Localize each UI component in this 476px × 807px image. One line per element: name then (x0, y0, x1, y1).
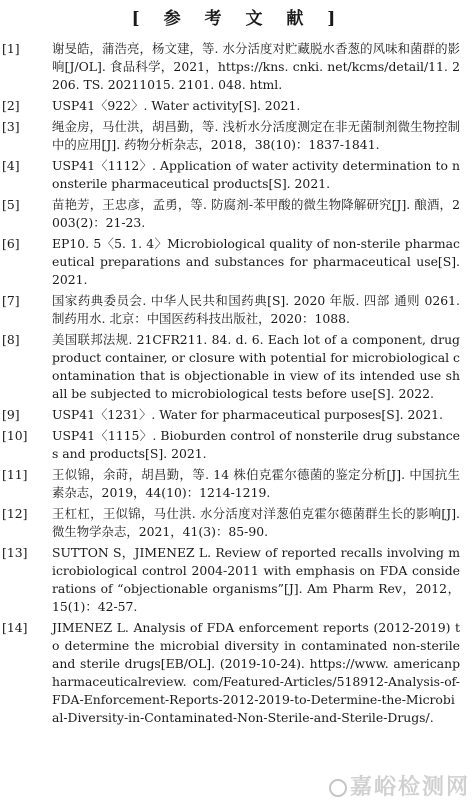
reference-text: USP41〈922〉. Water activity[S]. 2021. (52, 98, 301, 113)
reference-item (0, 619, 476, 727)
reference-text: JIMENEZ L. Analysis of FDA enforcement reports (2012-2019) to determine the microbial diversity in contaminated non-sterile and sterile drugs[EB/OL]. (2019-10-24). https://www. americanpharmaceuticalreview. com/Featured-Articles/518912-Analysis-of-FDA-Enforcement-Reports-2012-2019-to-Determine-the-Microbial-Diversity-in-Contaminated-Non-Sterile-and-Sterile-Drugs/. (52, 620, 460, 725)
reference-text: 美国联邦法规. 21CFR211. 84. d. 6. Each lot of a component, drug product container, or closure with potential for microbiological contamination that is objectionable in view of its intended use shall be subjected to microbiological tests before use[S]. 2022. (52, 332, 460, 401)
reference-number: [9] (2, 407, 20, 422)
reference-item (0, 466, 476, 502)
reference-item (0, 427, 476, 463)
reference-list (0, 40, 476, 730)
reference-text: SUTTON S，JIMENEZ L. Review of reported recalls involving microbiological control 2004-2011 with emphasis on FDA considerations of “objectionable organisms”[J]. Am Pharm Rev，2012，15(1)：42-57. (52, 545, 460, 614)
watermark-text: 嘉峪检测网 (349, 775, 470, 800)
reference-text: USP41〈1231〉. Water for pharmaceutical purposes[S]. 2021. (52, 407, 443, 422)
reference-item (0, 235, 476, 289)
reference-item (0, 406, 476, 424)
reference-text: 王似锦，余莳，胡昌勤，等. 14 株伯克霍尔德菌的鉴定分析[J]. 中国抗生素杂志，2019，44(10)：1214-1219. (52, 467, 460, 500)
reference-text: USP41〈1112〉. Application of water activity determination to nonsterile pharmaceutical products[S]. 2021. (52, 158, 460, 191)
reference-number: [1] (2, 41, 20, 56)
reference-item (0, 196, 476, 232)
wechat-icon (329, 779, 347, 797)
reference-number: [10] (2, 428, 28, 443)
reference-item (0, 544, 476, 616)
reference-item (0, 505, 476, 541)
reference-item (0, 157, 476, 193)
reference-text: 苗艳芳，王忠彦，孟勇，等. 防腐剂-苯甲酸的微生物降解研究[J]. 酿酒，2003(2)：21-23. (52, 197, 460, 230)
reference-number: [4] (2, 158, 20, 173)
reference-item (0, 292, 476, 328)
reference-text: 谢旻皓，蒲浩亮，杨文建，等. 水分活度对贮藏脱水香葱的风味和菌群的影响[J/OL]. 食品科学，2021，https://kns. cnki. net/kcms/detail/11. 2206. TS. 20211015. 2101. 048. html. (52, 41, 460, 92)
reference-text: 绳金房，马仕洪，胡昌勤，等. 浅析水分活度测定在非无菌制剂微生物控制中的应用[J]. 药物分析杂志，2018，38(10)：1837-1841. (52, 119, 460, 152)
references-heading: [ 参 考 文 献 ] (131, 9, 345, 29)
reference-item (0, 118, 476, 154)
reference-number: [2] (2, 98, 20, 113)
reference-number: [14] (2, 620, 28, 635)
reference-number: [13] (2, 545, 28, 560)
reference-number: [11] (2, 467, 28, 482)
reference-text: USP41〈1115〉. Bioburden control of nonsterile drug substances and products[S]. 2021. (52, 428, 460, 461)
reference-number: [12] (2, 506, 28, 521)
reference-number: [5] (2, 197, 20, 212)
reference-item (0, 331, 476, 403)
reference-number: [8] (2, 332, 20, 347)
reference-item (0, 40, 476, 94)
reference-text: EP10. 5〈5. 1. 4〉Microbiological quality of non-sterile pharmaceutical preparations and substances for pharmaceutical use[S]. 2021. (52, 236, 460, 287)
watermark (329, 770, 470, 801)
reference-number: [7] (2, 293, 20, 308)
reference-number: [3] (2, 119, 20, 134)
reference-item (0, 97, 476, 115)
reference-number: [6] (2, 236, 20, 251)
reference-text: 王杠杠，王似锦，马仕洪. 水分活度对洋葱伯克霍尔德菌群生长的影响[J]. 微生物学杂志，2021，41(3)：85-90. (52, 506, 460, 539)
reference-text: 国家药典委员会. 中华人民共和国药典[S]. 2020 年版. 四部 通则 0261. 制药用水. 北京：中国医药科技出版社，2020：1088. (52, 293, 460, 326)
